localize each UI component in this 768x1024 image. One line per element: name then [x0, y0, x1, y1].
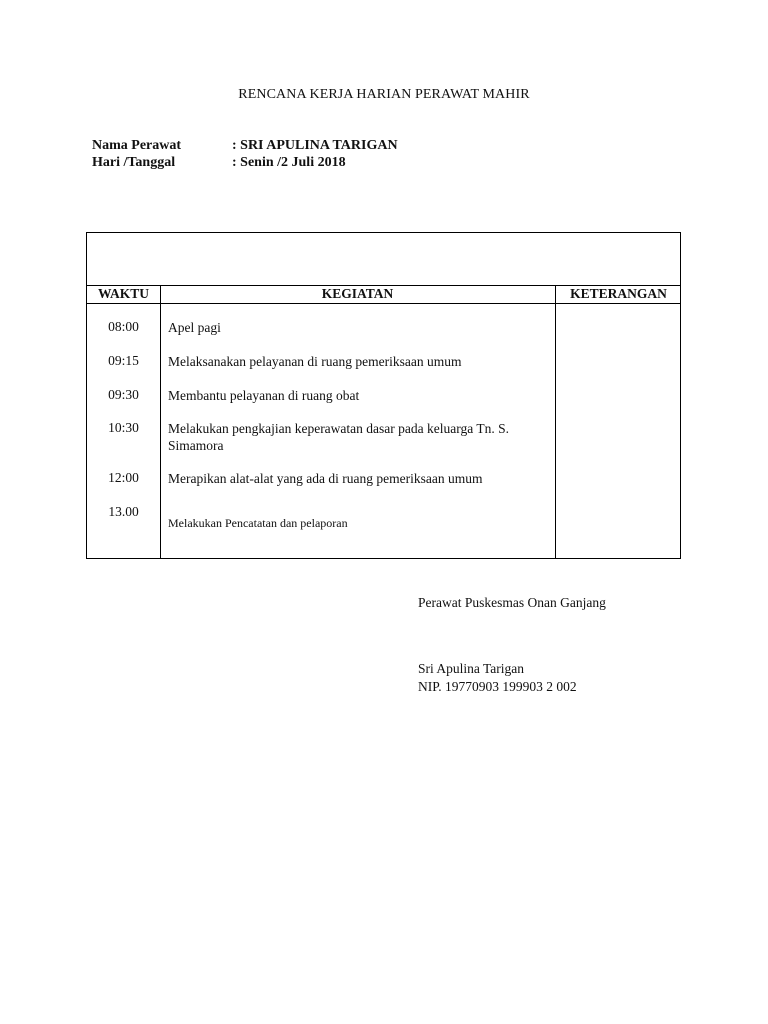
table-column-divider — [160, 285, 161, 558]
row-activity: Apel pagi — [168, 320, 221, 335]
row-time: 08:00 — [108, 319, 139, 334]
row-activity: Merapikan alat-alat yang ada di ruang pemeriksaan umum — [168, 471, 483, 486]
header-keterangan: KETERANGAN — [570, 286, 667, 301]
activity-table — [86, 232, 681, 559]
header-waktu: WAKTU — [97, 286, 149, 301]
row-time: 13.00 — [108, 504, 139, 519]
signature-name: Sri Apulina Tarigan — [418, 661, 525, 676]
meta-hari-tanggal — [92, 155, 346, 171]
row-activity: Melakukan pengkajian keperawatan dasar pada keluarga Tn. S. Simamora — [168, 421, 509, 453]
row-time: 12:00 — [108, 470, 139, 485]
signature-nip: NIP. 19770903 199903 2 002 — [418, 679, 577, 694]
row-activity: Membantu pelayanan di ruang obat — [168, 388, 360, 403]
row-activity: Melakukan Pencatatan dan pelaporan — [168, 516, 348, 530]
row-time: 10:30 — [108, 420, 139, 435]
meta-nama-perawat — [92, 138, 398, 154]
signature-place: Perawat Puskesmas Onan Ganjang — [418, 595, 606, 610]
table-column-divider — [555, 285, 556, 558]
table-header-rule — [87, 303, 680, 304]
nama-value: : SRI APULINA TARIGAN — [232, 138, 398, 153]
row-activity: Melaksanakan pelayanan di ruang pemeriksaan umum — [168, 354, 462, 369]
hari-value: : Senin /2 Juli 2018 — [232, 155, 346, 170]
nama-label: Nama Perawat — [92, 138, 182, 153]
row-time: 09:30 — [108, 387, 139, 402]
row-time: 09:15 — [108, 353, 139, 368]
header-kegiatan: KEGIATAN — [321, 286, 394, 301]
hari-label: Hari /Tanggal — [92, 155, 176, 170]
page-title: RENCANA KERJA HARIAN PERAWAT MAHIR — [238, 87, 530, 102]
